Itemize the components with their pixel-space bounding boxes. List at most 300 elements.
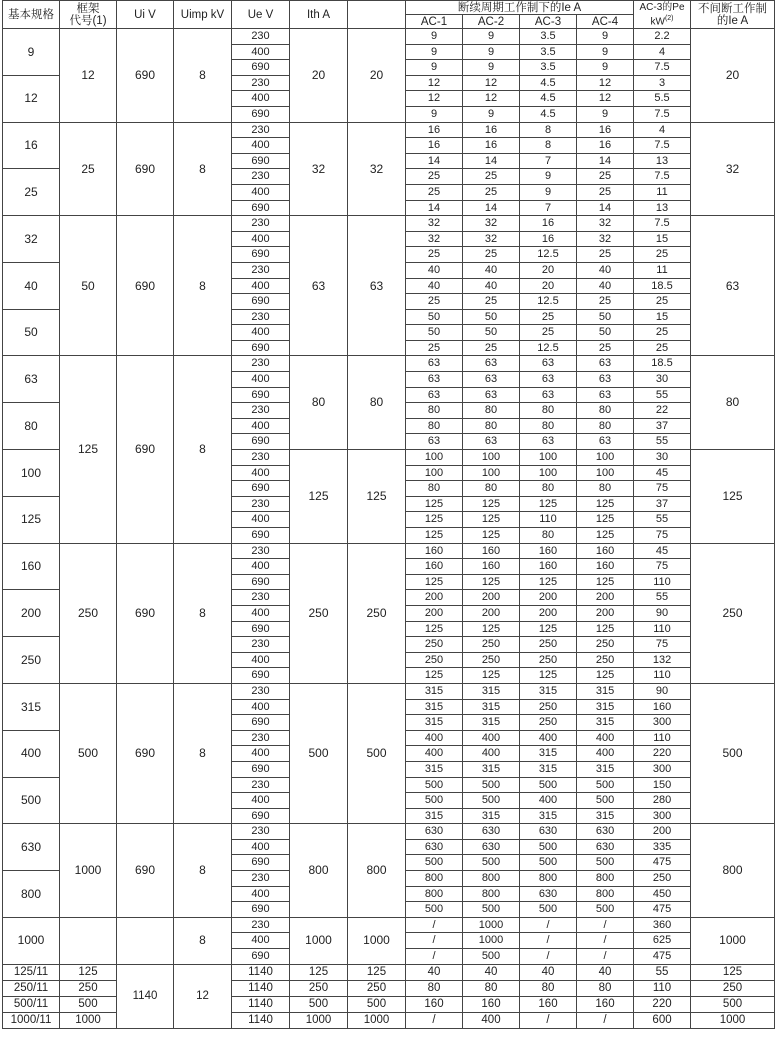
ac1-cell: 9 bbox=[406, 44, 463, 60]
ac3-cell: 20 bbox=[520, 278, 577, 294]
frame-code-cell: 500 bbox=[60, 997, 117, 1013]
ac3-pe-cell: 475 bbox=[634, 855, 691, 871]
ac3-cell: 63 bbox=[520, 356, 577, 372]
table-row bbox=[3, 216, 775, 232]
ac2-cell: 400 bbox=[463, 1013, 520, 1029]
ac1-cell: 315 bbox=[406, 715, 463, 731]
ac1-cell: 25 bbox=[406, 247, 463, 263]
ac4-cell: 40 bbox=[577, 964, 634, 980]
ac3-pe-cell: 22 bbox=[634, 403, 691, 419]
ac3-pe-cell: 13 bbox=[634, 200, 691, 216]
uninterrupted-ie-cell: 250 bbox=[691, 543, 775, 683]
ue-cell: 400 bbox=[232, 886, 290, 902]
header-continuous-blank bbox=[348, 1, 406, 29]
ac2-cell: 200 bbox=[463, 590, 520, 606]
ac3-pe-cell: 300 bbox=[634, 715, 691, 731]
ac4-cell: 63 bbox=[577, 434, 634, 450]
ac3-cell: 40 bbox=[520, 964, 577, 980]
ac4-cell: 63 bbox=[577, 372, 634, 388]
ac1-cell: 25 bbox=[406, 169, 463, 185]
ac4-cell: 500 bbox=[577, 793, 634, 809]
ac4-cell: 50 bbox=[577, 309, 634, 325]
ac3-cell: 9 bbox=[520, 184, 577, 200]
ith-cell: 1000 bbox=[290, 1013, 348, 1029]
ac4-cell: 125 bbox=[577, 528, 634, 544]
ac2-cell: 50 bbox=[463, 309, 520, 325]
ac1-cell: 200 bbox=[406, 590, 463, 606]
basic-spec-cell: 63 bbox=[3, 356, 60, 403]
ac2-cell: 25 bbox=[463, 294, 520, 310]
ue-cell: 230 bbox=[232, 29, 290, 45]
basic-spec-cell: 25 bbox=[3, 169, 60, 216]
ac3-cell: / bbox=[520, 949, 577, 965]
ac1-cell: 12 bbox=[406, 75, 463, 91]
ac4-cell: 14 bbox=[577, 153, 634, 169]
ac4-cell: 315 bbox=[577, 808, 634, 824]
uninterrupted-ie-cell: 500 bbox=[691, 683, 775, 823]
ac3-cell: 4.5 bbox=[520, 75, 577, 91]
ac3-cell: 125 bbox=[520, 496, 577, 512]
table-row bbox=[3, 683, 775, 699]
ac1-cell: 63 bbox=[406, 387, 463, 403]
ac3-pe-cell: 55 bbox=[634, 964, 691, 980]
ac3-cell: 3.5 bbox=[520, 44, 577, 60]
ac3-cell: 63 bbox=[520, 387, 577, 403]
ac4-cell: 500 bbox=[577, 855, 634, 871]
ith-cell: 800 bbox=[290, 824, 348, 918]
continuous-ie-cell: 250 bbox=[348, 543, 406, 683]
ac1-cell: 32 bbox=[406, 231, 463, 247]
ac3-pe-cell: 600 bbox=[634, 1013, 691, 1029]
ac2-cell: 9 bbox=[463, 60, 520, 76]
ac3-cell: 500 bbox=[520, 855, 577, 871]
ac1-cell: 40 bbox=[406, 262, 463, 278]
basic-spec-cell: 100 bbox=[3, 450, 60, 497]
ac3-cell: 7 bbox=[520, 200, 577, 216]
basic-spec-cell: 12 bbox=[3, 75, 60, 122]
ui-cell: 1140 bbox=[117, 964, 174, 1029]
ac1-cell: 100 bbox=[406, 450, 463, 466]
ac3-pe-cell: 55 bbox=[634, 387, 691, 403]
ue-cell: 230 bbox=[232, 730, 290, 746]
ac3-pe-cell: 7.5 bbox=[634, 60, 691, 76]
uninterrupted-ie-cell: 1000 bbox=[691, 1013, 775, 1029]
ue-cell: 400 bbox=[232, 559, 290, 575]
ue-cell: 400 bbox=[232, 138, 290, 154]
ac3-cell: 80 bbox=[520, 980, 577, 996]
ith-cell: 1000 bbox=[290, 917, 348, 964]
ac3-pe-cell: 90 bbox=[634, 683, 691, 699]
ac1-cell: 125 bbox=[406, 621, 463, 637]
ac3-pe-cell: 450 bbox=[634, 886, 691, 902]
uimp-cell: 8 bbox=[174, 543, 232, 683]
ac4-cell: 9 bbox=[577, 60, 634, 76]
ac3-cell: 63 bbox=[520, 434, 577, 450]
ac3-cell: 4.5 bbox=[520, 106, 577, 122]
frame-code-cell: 500 bbox=[60, 683, 117, 823]
ac4-cell: / bbox=[577, 1013, 634, 1029]
ac1-cell: 500 bbox=[406, 777, 463, 793]
ac2-cell: 40 bbox=[463, 964, 520, 980]
uninterrupted-ie-cell: 500 bbox=[691, 997, 775, 1013]
uimp-cell: 8 bbox=[174, 824, 232, 918]
ac3-pe-cell: 11 bbox=[634, 184, 691, 200]
ac3-pe-cell: 220 bbox=[634, 746, 691, 762]
ac1-cell: 125 bbox=[406, 668, 463, 684]
ac3-cell: 200 bbox=[520, 590, 577, 606]
ac3-pe-cell: 110 bbox=[634, 730, 691, 746]
ac3-cell: 315 bbox=[520, 761, 577, 777]
header-pe-main: AC-3的Pe bbox=[639, 1, 685, 13]
ac3-pe-cell: 280 bbox=[634, 793, 691, 809]
ac3-cell: 100 bbox=[520, 450, 577, 466]
ac2-cell: 125 bbox=[463, 512, 520, 528]
ue-cell: 230 bbox=[232, 590, 290, 606]
ac2-cell: 63 bbox=[463, 434, 520, 450]
ac3-cell: 250 bbox=[520, 637, 577, 653]
ac2-cell: 100 bbox=[463, 465, 520, 481]
ac4-cell: 630 bbox=[577, 824, 634, 840]
ac2-cell: 80 bbox=[463, 403, 520, 419]
ue-cell: 690 bbox=[232, 761, 290, 777]
basic-spec-cell: 250/11 bbox=[3, 980, 60, 996]
uninterrupted-ie-cell: 20 bbox=[691, 29, 775, 123]
ac1-cell: 400 bbox=[406, 730, 463, 746]
ue-cell: 690 bbox=[232, 200, 290, 216]
ue-cell: 400 bbox=[232, 839, 290, 855]
ac3-cell: 80 bbox=[520, 528, 577, 544]
basic-spec-cell: 16 bbox=[3, 122, 60, 169]
ue-cell: 690 bbox=[232, 387, 290, 403]
ac4-cell: 32 bbox=[577, 231, 634, 247]
ac4-cell: 125 bbox=[577, 621, 634, 637]
ue-cell: 230 bbox=[232, 871, 290, 887]
ac2-cell: 25 bbox=[463, 169, 520, 185]
ue-cell: 400 bbox=[232, 699, 290, 715]
continuous-ie-cell: 125 bbox=[348, 450, 406, 544]
ac1-cell: 500 bbox=[406, 793, 463, 809]
ac1-cell: 9 bbox=[406, 60, 463, 76]
uimp-cell: 8 bbox=[174, 29, 232, 123]
header-ac2: AC-2 bbox=[463, 15, 520, 29]
ac3-pe-cell: 335 bbox=[634, 839, 691, 855]
ac2-cell: 25 bbox=[463, 184, 520, 200]
ac3-cell: 315 bbox=[520, 746, 577, 762]
ac3-pe-cell: 5.5 bbox=[634, 91, 691, 107]
ac4-cell: 9 bbox=[577, 106, 634, 122]
header-ac4: AC-4 bbox=[577, 15, 634, 29]
header-pe-unit: kW bbox=[650, 16, 665, 28]
ac3-cell: 100 bbox=[520, 465, 577, 481]
ac4-cell: 25 bbox=[577, 169, 634, 185]
ac3-pe-cell: 220 bbox=[634, 997, 691, 1013]
ac1-cell: 63 bbox=[406, 372, 463, 388]
ac3-pe-cell: 45 bbox=[634, 543, 691, 559]
ue-cell: 230 bbox=[232, 122, 290, 138]
ac3-cell: / bbox=[520, 933, 577, 949]
ac4-cell: 315 bbox=[577, 715, 634, 731]
ac4-cell: 315 bbox=[577, 699, 634, 715]
ac2-cell: 80 bbox=[463, 980, 520, 996]
ac1-cell: 32 bbox=[406, 216, 463, 232]
ui-cell: 690 bbox=[117, 356, 174, 543]
frame-code-cell: 1000 bbox=[60, 824, 117, 918]
basic-spec-cell: 32 bbox=[3, 216, 60, 263]
ac1-cell: 400 bbox=[406, 746, 463, 762]
ue-cell: 230 bbox=[232, 75, 290, 91]
ue-cell: 400 bbox=[232, 44, 290, 60]
ue-cell: 400 bbox=[232, 746, 290, 762]
table-body bbox=[3, 29, 775, 1029]
ac3-pe-cell: 132 bbox=[634, 652, 691, 668]
ac2-cell: 1000 bbox=[463, 933, 520, 949]
ac3-cell: 160 bbox=[520, 559, 577, 575]
ac3-cell: 800 bbox=[520, 871, 577, 887]
ac4-cell: 800 bbox=[577, 871, 634, 887]
ac2-cell: 160 bbox=[463, 559, 520, 575]
ac4-cell: 80 bbox=[577, 403, 634, 419]
ac3-pe-cell: 75 bbox=[634, 637, 691, 653]
ac3-pe-cell: 110 bbox=[634, 574, 691, 590]
ac3-pe-cell: 45 bbox=[634, 465, 691, 481]
uninterrupted-ie-cell: 32 bbox=[691, 122, 775, 216]
ac1-cell: 16 bbox=[406, 138, 463, 154]
ac2-cell: 400 bbox=[463, 746, 520, 762]
ac3-cell: 25 bbox=[520, 309, 577, 325]
ue-cell: 230 bbox=[232, 824, 290, 840]
uninterrupted-ie-cell: 250 bbox=[691, 980, 775, 996]
ac1-cell: 160 bbox=[406, 543, 463, 559]
ac1-cell: 200 bbox=[406, 605, 463, 621]
ue-cell: 690 bbox=[232, 808, 290, 824]
ac2-cell: 80 bbox=[463, 418, 520, 434]
ue-cell: 690 bbox=[232, 294, 290, 310]
ac3-pe-cell: 30 bbox=[634, 450, 691, 466]
basic-spec-cell: 160 bbox=[3, 543, 60, 590]
ue-cell: 690 bbox=[232, 60, 290, 76]
continuous-ie-cell: 250 bbox=[348, 980, 406, 996]
ac1-cell: / bbox=[406, 1013, 463, 1029]
ith-cell: 63 bbox=[290, 216, 348, 356]
ac4-cell: 500 bbox=[577, 902, 634, 918]
ac3-cell: 8 bbox=[520, 138, 577, 154]
ac4-cell: 80 bbox=[577, 418, 634, 434]
continuous-ie-cell: 1000 bbox=[348, 917, 406, 964]
ac4-cell: 12 bbox=[577, 75, 634, 91]
ac4-cell: 25 bbox=[577, 184, 634, 200]
header-pe-note: (2) bbox=[664, 14, 674, 22]
ac2-cell: 63 bbox=[463, 356, 520, 372]
ac4-cell: / bbox=[577, 949, 634, 965]
ue-cell: 1140 bbox=[232, 1013, 290, 1029]
ac3-pe-cell: 18.5 bbox=[634, 356, 691, 372]
ac2-cell: 9 bbox=[463, 106, 520, 122]
ac3-cell: / bbox=[520, 1013, 577, 1029]
continuous-ie-cell: 500 bbox=[348, 997, 406, 1013]
ue-cell: 1140 bbox=[232, 997, 290, 1013]
ac2-cell: 9 bbox=[463, 44, 520, 60]
ac2-cell: 9 bbox=[463, 29, 520, 45]
ue-cell: 1140 bbox=[232, 980, 290, 996]
ue-cell: 690 bbox=[232, 621, 290, 637]
frame-code-cell: 50 bbox=[60, 216, 117, 356]
continuous-ie-cell: 80 bbox=[348, 356, 406, 450]
ac3-cell: 500 bbox=[520, 839, 577, 855]
basic-spec-cell: 1000 bbox=[3, 917, 60, 964]
ac4-cell: 63 bbox=[577, 356, 634, 372]
header-ue: Ue V bbox=[232, 1, 290, 29]
basic-spec-cell: 315 bbox=[3, 683, 60, 730]
ue-cell: 230 bbox=[232, 777, 290, 793]
ui-cell: 690 bbox=[117, 216, 174, 356]
header-ac3-pe bbox=[634, 1, 691, 29]
ac4-cell: 63 bbox=[577, 387, 634, 403]
ac3-cell: 12.5 bbox=[520, 294, 577, 310]
ac3-cell: 500 bbox=[520, 777, 577, 793]
ue-cell: 230 bbox=[232, 169, 290, 185]
ac3-pe-cell: 25 bbox=[634, 325, 691, 341]
ac3-cell: 630 bbox=[520, 886, 577, 902]
ac3-cell: / bbox=[520, 917, 577, 933]
ue-cell: 230 bbox=[232, 309, 290, 325]
ue-cell: 230 bbox=[232, 403, 290, 419]
ith-cell: 250 bbox=[290, 980, 348, 996]
ui-cell: 690 bbox=[117, 543, 174, 683]
ui-cell: 690 bbox=[117, 824, 174, 918]
header-intermittent-group: 断续周期工作制下的Ie A bbox=[406, 1, 634, 15]
ac3-pe-cell: 150 bbox=[634, 777, 691, 793]
ac4-cell: 32 bbox=[577, 216, 634, 232]
ac3-cell: 25 bbox=[520, 325, 577, 341]
basic-spec-cell: 800 bbox=[3, 871, 60, 918]
ac2-cell: 200 bbox=[463, 605, 520, 621]
ac1-cell: 9 bbox=[406, 106, 463, 122]
ac2-cell: 160 bbox=[463, 997, 520, 1013]
ac3-pe-cell: 15 bbox=[634, 309, 691, 325]
ac3-cell: 12.5 bbox=[520, 340, 577, 356]
continuous-ie-cell: 20 bbox=[348, 29, 406, 123]
ac1-cell: 80 bbox=[406, 481, 463, 497]
basic-spec-cell: 500/11 bbox=[3, 997, 60, 1013]
ac4-cell: 16 bbox=[577, 138, 634, 154]
ac3-cell: 12.5 bbox=[520, 247, 577, 263]
ac3-pe-cell: 25 bbox=[634, 247, 691, 263]
ue-cell: 690 bbox=[232, 855, 290, 871]
ac2-cell: 315 bbox=[463, 715, 520, 731]
ac1-cell: 80 bbox=[406, 403, 463, 419]
ith-cell: 80 bbox=[290, 356, 348, 450]
ac1-cell: 12 bbox=[406, 91, 463, 107]
ac4-cell: 160 bbox=[577, 543, 634, 559]
ac1-cell: 125 bbox=[406, 574, 463, 590]
frame-code-cell: 12 bbox=[60, 29, 117, 123]
header-ith: Ith A bbox=[290, 1, 348, 29]
ue-cell: 400 bbox=[232, 652, 290, 668]
ac1-cell: 9 bbox=[406, 29, 463, 45]
ac3-pe-cell: 200 bbox=[634, 824, 691, 840]
ac1-cell: 800 bbox=[406, 871, 463, 887]
ac1-cell: 160 bbox=[406, 559, 463, 575]
ac2-cell: 25 bbox=[463, 340, 520, 356]
ac2-cell: 500 bbox=[463, 949, 520, 965]
ue-cell: 230 bbox=[232, 917, 290, 933]
ac3-pe-cell: 75 bbox=[634, 528, 691, 544]
basic-spec-cell: 500 bbox=[3, 777, 60, 824]
continuous-ie-cell: 500 bbox=[348, 683, 406, 823]
ac1-cell: 630 bbox=[406, 839, 463, 855]
ac1-cell: 500 bbox=[406, 902, 463, 918]
ue-cell: 400 bbox=[232, 231, 290, 247]
ac3-cell: 250 bbox=[520, 715, 577, 731]
ac3-cell: 7 bbox=[520, 153, 577, 169]
ac4-cell: 16 bbox=[577, 122, 634, 138]
uninterrupted-ie-cell: 800 bbox=[691, 824, 775, 918]
ac3-pe-cell: 25 bbox=[634, 340, 691, 356]
ac4-cell: 250 bbox=[577, 652, 634, 668]
ac2-cell: 63 bbox=[463, 387, 520, 403]
ac4-cell: 315 bbox=[577, 683, 634, 699]
ac1-cell: 125 bbox=[406, 512, 463, 528]
ac1-cell: 25 bbox=[406, 184, 463, 200]
ac3-cell: 3.5 bbox=[520, 60, 577, 76]
ac2-cell: 125 bbox=[463, 528, 520, 544]
ue-cell: 1140 bbox=[232, 964, 290, 980]
ue-cell: 400 bbox=[232, 512, 290, 528]
ac3-pe-cell: 250 bbox=[634, 871, 691, 887]
uimp-cell: 8 bbox=[174, 216, 232, 356]
ac4-cell: 160 bbox=[577, 997, 634, 1013]
basic-spec-cell: 1000/11 bbox=[3, 1013, 60, 1029]
ac3-pe-cell: 7.5 bbox=[634, 106, 691, 122]
continuous-ie-cell: 63 bbox=[348, 216, 406, 356]
ue-cell: 400 bbox=[232, 933, 290, 949]
ue-cell: 230 bbox=[232, 262, 290, 278]
ac3-pe-cell: 4 bbox=[634, 44, 691, 60]
ac3-pe-cell: 55 bbox=[634, 434, 691, 450]
ac2-cell: 800 bbox=[463, 886, 520, 902]
ac4-cell: 200 bbox=[577, 590, 634, 606]
ac3-cell: 80 bbox=[520, 481, 577, 497]
ac3-pe-cell: 90 bbox=[634, 605, 691, 621]
ac1-cell: 25 bbox=[406, 340, 463, 356]
ue-cell: 690 bbox=[232, 574, 290, 590]
ac2-cell: 40 bbox=[463, 262, 520, 278]
ac3-cell: 3.5 bbox=[520, 29, 577, 45]
ue-cell: 690 bbox=[232, 153, 290, 169]
ac3-cell: 400 bbox=[520, 793, 577, 809]
ui-cell: 690 bbox=[117, 683, 174, 823]
ue-cell: 690 bbox=[232, 715, 290, 731]
ac4-cell: 630 bbox=[577, 839, 634, 855]
ac2-cell: 80 bbox=[463, 481, 520, 497]
ac1-cell: 315 bbox=[406, 761, 463, 777]
table-row bbox=[3, 824, 775, 840]
ac3-pe-cell: 25 bbox=[634, 294, 691, 310]
ith-cell: 125 bbox=[290, 450, 348, 544]
table-row bbox=[3, 29, 775, 45]
ac3-pe-cell: 110 bbox=[634, 668, 691, 684]
ac1-cell: 16 bbox=[406, 122, 463, 138]
ue-cell: 400 bbox=[232, 325, 290, 341]
contactor-spec-table bbox=[2, 0, 775, 1029]
ac2-cell: 40 bbox=[463, 278, 520, 294]
ac3-cell: 63 bbox=[520, 372, 577, 388]
frame-code-cell: 1000 bbox=[60, 1013, 117, 1029]
ac4-cell: / bbox=[577, 933, 634, 949]
ac2-cell: 315 bbox=[463, 683, 520, 699]
basic-spec-cell: 9 bbox=[3, 29, 60, 76]
ac3-pe-cell: 2.2 bbox=[634, 29, 691, 45]
